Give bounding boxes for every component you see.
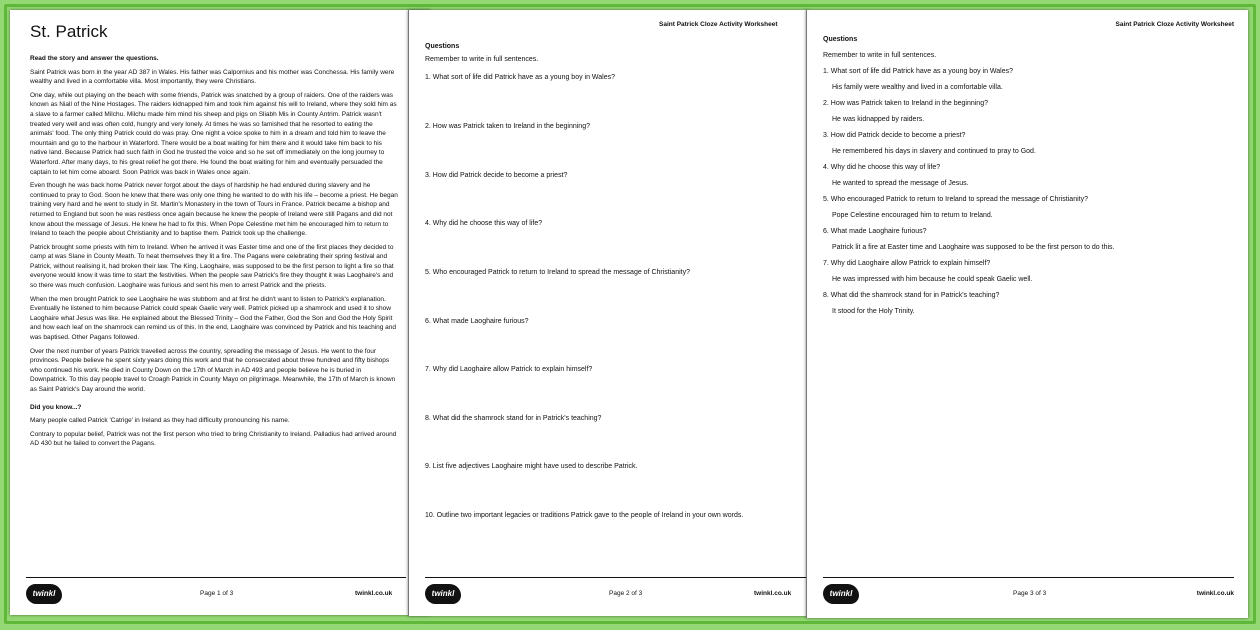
fact: Many people called Patrick 'Catrige' in Ireland as they had difficulty pronouncing his name. (30, 417, 290, 425)
question: 6. What made Laoghaire furious? (425, 318, 529, 325)
answer: He remembered his days in slavery and continued to pray to God. (832, 148, 1036, 155)
twinkl-logo: twinkl (823, 584, 859, 604)
did-you-know-heading: Did you know...? (30, 403, 82, 411)
question: 7. Why did Laoghaire allow Patrick to explain himself? (823, 260, 991, 267)
question: 1. What sort of life did Patrick have as a young boy in Wales? (823, 68, 1014, 75)
question: 5. Who encouraged Patrick to return to Ireland to spread the message of Christianity? (823, 196, 1088, 203)
questions-heading: Questions (425, 43, 460, 50)
page-number: Page 2 of 3 (609, 590, 643, 597)
question: 4. Why did he choose this way of life? (823, 164, 941, 171)
question: 5. Who encouraged Patrick to return to Ireland to spread the message of Christianity? (425, 269, 690, 276)
question: 3. How did Patrick decide to become a priest? (823, 132, 966, 139)
question: 2. How was Patrick taken to Ireland in the beginning? (823, 100, 988, 107)
page-title: St. Patrick (30, 22, 108, 41)
site-url: twinkl.co.uk (355, 590, 393, 597)
worksheet-header: Saint Patrick Cloze Activity Worksheet (659, 21, 778, 28)
question: 7. Why did Laoghaire allow Patrick to explain himself? (425, 366, 593, 373)
worksheet-header: Saint Patrick Cloze Activity Worksheet (1115, 21, 1234, 28)
twinkl-logo: twinkl (425, 584, 461, 604)
answer: It stood for the Holy Trinity. (832, 308, 915, 315)
story-body (30, 54, 398, 453)
story-paragraph: One day, while out playing on the beach with some friends, Patrick was snatched by a group of raiders. One of the raiders was known as Niall of the Nine Hostages. The raiders kidnapped him and took him against his will to Ireland, where they sold him as a slave to a farmer called Milchu. Milchu made him mind his sheep and pigs on Sliabh Mis in County Antrim. Patrick wasn't treated very well and was often cold, hungry and very lonely. At times he was so famished that he resorted to eating the animals' food. The only thing Patrick could do was pray. One night a voice spoke to him in a dream and told him to leave the mountain and go to the harbour in Waterford. There would be a boat waiting for him there and it would take him back to his native land. Because Patrick had such faith in God he trusted the voice and so he set off immediately on the long journey to Waterford. After many days, to his great relief he got there. He found the boat waiting for him and eventually persuaded the captain to let him come aboard. Soon Patrick was back in Wales once again. (30, 91, 397, 176)
instruction: Read the story and answer the questions. (30, 55, 159, 62)
answer: He was kidnapped by raiders. (832, 116, 925, 123)
question: 4. Why did he choose this way of life? (425, 220, 543, 227)
page-3 (806, 10, 1248, 618)
question: 8. What did the shamrock stand for in Patrick's teaching? (425, 415, 602, 422)
question: 1. What sort of life did Patrick have as a young boy in Wales? (425, 74, 616, 81)
story-paragraph: Even though he was back home Patrick never forgot about the days of hardship he had endured during slavery and he continued to pray to God. Soon he knew that there was only one thing he wanted to do with his life – become a priest. He began training very hard and he went to study in St. Martin's Monastery in the town of Tours in France. Patrick became a bishop and returned to England but soon he was restless once again because he knew the people of Ireland were still Pagans and did not know about the message of Jesus. He knew he had to fix this. When Pope Celestine met him he encouraged him to return to Ireland to teach the people about Christianity and to baptise them. Patrick took up the challenge. (30, 182, 398, 238)
question: 8. What did the shamrock stand for in Patrick's teaching? (823, 292, 1000, 299)
footer-divider (823, 577, 1234, 578)
story-paragraph: When the men brought Patrick to see Laoghaire he was stubborn and at first he didn't want to listen to Patrick's explanation. Eventually he listened to him because Patrick could speak Gaelic very well. Patrick picked up a shamrock and used it to show Laoghaire what Jesus was like. He explained about the Blessed Trinity – God the Father, God the Son and God the Holy Spirit and how each leaf on the shamrock can remind us of this. In the end, Laoghaire was convinced by Patrick and his teaching and was baptised. Other Pagans followed. (30, 295, 397, 342)
answer: He wanted to spread the message of Jesus. (832, 180, 969, 187)
footer-divider (26, 577, 406, 578)
question: 2. How was Patrick taken to Ireland in the beginning? (425, 123, 590, 130)
site-url: twinkl.co.uk (1196, 590, 1234, 597)
fact: Contrary to popular belief, Patrick was not the first person who tried to bring Christianity to Ireland. Palladius had arrived around AD 430 but he failed to convert the Pagans. (30, 430, 397, 448)
questions-heading: Questions (823, 36, 858, 43)
answer: His family were wealthy and lived in a comfortable villa. (832, 84, 1003, 91)
page-number: Page 1 of 3 (200, 590, 234, 597)
footer-divider (425, 577, 807, 578)
answer: Patrick lit a fire at Easter time and Laoghaire was supposed to be the first person to do this. (832, 244, 1115, 251)
story-paragraph: Over the next number of years Patrick travelled across the country, spreading the message of Jesus. He went to the four provinces. People believe he spent sixty years doing this work and that he consecrated about three hundred and fifty bishops who continued his work. He died in County Down on the 17th of March in AD 493 and people believe he is buried in Downpatrick. To this day people travel to Croagh Patrick in County Mayo on pilgrimage. Meanwhile, the 17th of March is known as Saint Patrick's Day around the world. (30, 347, 396, 393)
twinkl-logo: twinkl (26, 584, 62, 604)
question: 6. What made Laoghaire furious? (823, 228, 927, 235)
story-paragraph: Patrick brought some priests with him to Ireland. When he arrived it was Easter time and one of the first places they decided to camp at was Slane in County Meath. To heat themselves they lit a fire. The Pagans were celebrating their spring festival and Patrick, without realising it, had broken their law. The King, Laoghaire, was supposed to be the first person to light a fire so that everyone would know it was time to start the festivities. When the people saw Patrick's fire they thought it was Laoghaire's and so there was much confusion. Laoghaire was furious and sent his men to arrest Patrick and the priests. (30, 243, 394, 290)
page-number: Page 3 of 3 (1013, 590, 1047, 597)
story-paragraph: Saint Patrick was born in the year AD 387 in Wales. His father was Calpornius and his mother was Conchessa. His family were wealthy and lived in a comfortable villa. Most importantly, they were Christians. (30, 68, 395, 86)
question: 3. How did Patrick decide to become a priest? (425, 172, 568, 179)
site-url: twinkl.co.uk (754, 590, 792, 597)
answer: Pope Celestine encouraged him to return to Ireland. (832, 212, 993, 219)
question: 10. Outline two important legacies or traditions Patrick gave to the people of Ireland in your own words. (425, 512, 744, 519)
questions-subheading: Remember to write in full sentences. (823, 52, 937, 59)
question: 9. List five adjectives Laoghaire might have used to describe Patrick. (425, 463, 638, 470)
answer: He was impressed with him because he could speak Gaelic well. (832, 276, 1033, 283)
questions-subheading: Remember to write in full sentences. (425, 56, 539, 63)
page-1 (10, 10, 430, 615)
page-2 (408, 10, 808, 616)
